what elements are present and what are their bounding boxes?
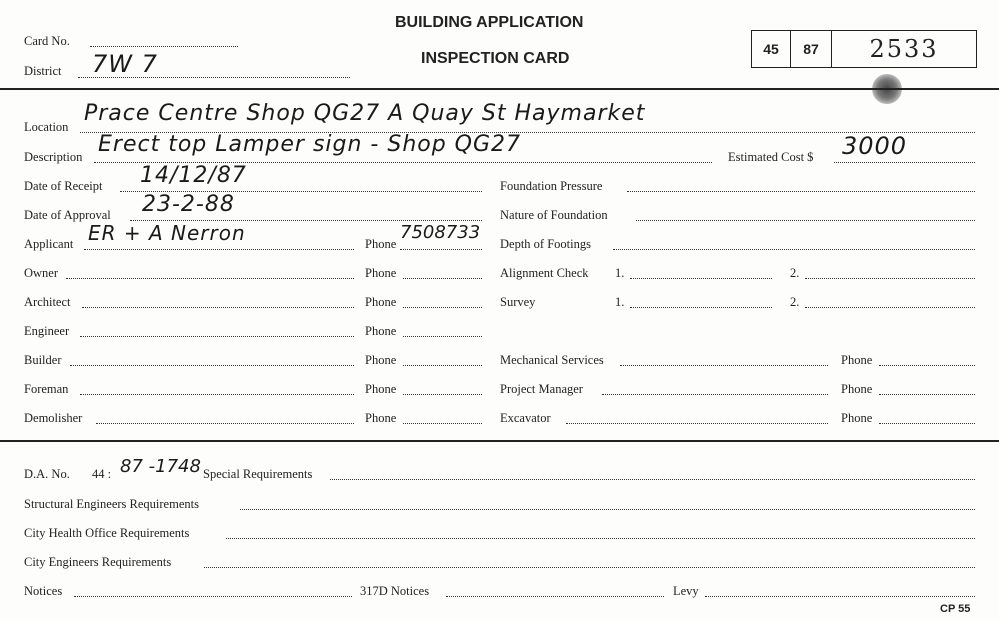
foreman-label: Foreman [24,382,69,396]
notices-317d-field[interactable] [446,596,664,597]
receipt-value: 14/12/87 [140,163,247,188]
description-label: Description [24,150,83,164]
architect-field[interactable] [82,307,354,308]
foreman-field[interactable] [80,394,354,395]
mech-services-label: Mechanical Services [500,353,604,367]
architect-phone-field[interactable] [403,307,482,308]
da-prefix: 44 : [92,467,112,481]
da-label: D.A. No. [24,467,70,481]
levy-field[interactable] [705,596,975,597]
estimated-cost-label: Estimated Cost $ [728,150,814,164]
card-title: BUILDING APPLICATION [395,14,584,31]
card-box-1-value: 45 [763,41,779,57]
mech-services-field[interactable] [620,365,828,366]
top-rule [0,88,999,90]
applicant-phone-label: Phone [365,237,397,251]
alignment-field-2[interactable] [805,278,975,279]
structural-req-label: Structural Engineers Requirements [24,497,199,511]
estimated-cost-value: 3000 [842,132,908,160]
project-manager-field[interactable] [602,394,828,395]
architect-phone-label: Phone [365,295,397,309]
card-number-value: 2533 [869,35,939,63]
builder-phone-field[interactable] [403,365,482,366]
excavator-field[interactable] [566,423,828,424]
demolisher-field[interactable] [96,423,354,424]
district-value: 7W 7 [92,50,158,78]
special-req-field[interactable] [330,479,975,480]
card-subtitle: INSPECTION CARD [421,50,570,67]
form-code: CP 55 [940,603,971,615]
card-box-1 [751,30,791,68]
engineer-label: Engineer [24,324,70,338]
description-value: Erect top Lamper sign - Shop QG27 [98,132,522,157]
card-box-2-value: 87 [803,41,819,57]
applicant-phone-value: 7508733 [400,222,481,243]
applicant-field[interactable] [84,249,354,250]
depth-footings-field[interactable] [613,249,975,250]
estimated-cost-field[interactable] [834,162,975,163]
architect-label: Architect [24,295,71,309]
pm-phone-field[interactable] [879,394,975,395]
applicant-phone-field[interactable] [400,249,482,250]
survey-field-2[interactable] [805,307,975,308]
builder-field[interactable] [70,365,354,366]
district-label: District [24,64,62,78]
survey-label: Survey [500,295,536,309]
card-no-field[interactable] [90,46,238,47]
structural-req-field[interactable] [240,509,975,510]
location-value: Prace Centre Shop QG27 A Quay St Haymarket [84,101,646,126]
builder-label: Builder [24,353,62,367]
city-eng-req-field[interactable] [204,567,975,568]
notices-field[interactable] [74,596,352,597]
foreman-phone-label: Phone [365,382,397,396]
demolisher-phone-field[interactable] [403,423,482,424]
builder-phone-label: Phone [365,353,397,367]
alignment-num-2: 2. [790,266,800,280]
nature-foundation-field[interactable] [636,220,975,221]
excavator-label: Excavator [500,411,551,425]
excavator-phone-label: Phone [841,411,873,425]
approval-label: Date of Approval [24,208,111,222]
mech-phone-field[interactable] [879,365,975,366]
demolisher-phone-label: Phone [365,411,397,425]
levy-label: Levy [673,584,699,598]
notices-label: Notices [24,584,63,598]
survey-num-1: 1. [615,295,625,309]
applicant-label: Applicant [24,237,74,251]
depth-footings-label: Depth of Footings [500,237,591,251]
health-req-field[interactable] [226,538,975,539]
foundation-pressure-label: Foundation Pressure [500,179,603,193]
alignment-label: Alignment Check [500,266,589,280]
mech-phone-label: Phone [841,353,873,367]
special-req-label: Special Requirements [203,467,313,481]
survey-field-1[interactable] [630,307,772,308]
receipt-label: Date of Receipt [24,179,103,193]
project-manager-label: Project Manager [500,382,583,396]
foreman-phone-field[interactable] [403,394,482,395]
notices-317d-label: 317D Notices [360,584,430,598]
excavator-phone-field[interactable] [879,423,975,424]
card-no-label: Card No. [24,34,70,48]
pm-phone-label: Phone [841,382,873,396]
owner-field[interactable] [66,278,354,279]
engineer-phone-label: Phone [365,324,397,338]
demolisher-label: Demolisher [24,411,83,425]
health-req-label: City Health Office Requirements [24,526,190,540]
alignment-field-1[interactable] [630,278,772,279]
survey-num-2: 2. [790,295,800,309]
owner-phone-label: Phone [365,266,397,280]
nature-foundation-label: Nature of Foundation [500,208,608,222]
engineer-field[interactable] [80,336,354,337]
city-eng-req-label: City Engineers Requirements [24,555,172,569]
owner-label: Owner [24,266,59,280]
applicant-value: ER + A Nerron [88,221,246,245]
alignment-num-1: 1. [615,266,625,280]
owner-phone-field[interactable] [403,278,482,279]
card-number-box [831,30,977,68]
card-box-2 [790,30,832,68]
approval-value: 23-2-88 [142,192,235,217]
da-value: 87 -1748 [120,456,201,477]
middle-rule [0,440,999,442]
foundation-pressure-field[interactable] [627,191,975,192]
location-label: Location [24,120,69,134]
engineer-phone-field[interactable] [403,336,482,337]
